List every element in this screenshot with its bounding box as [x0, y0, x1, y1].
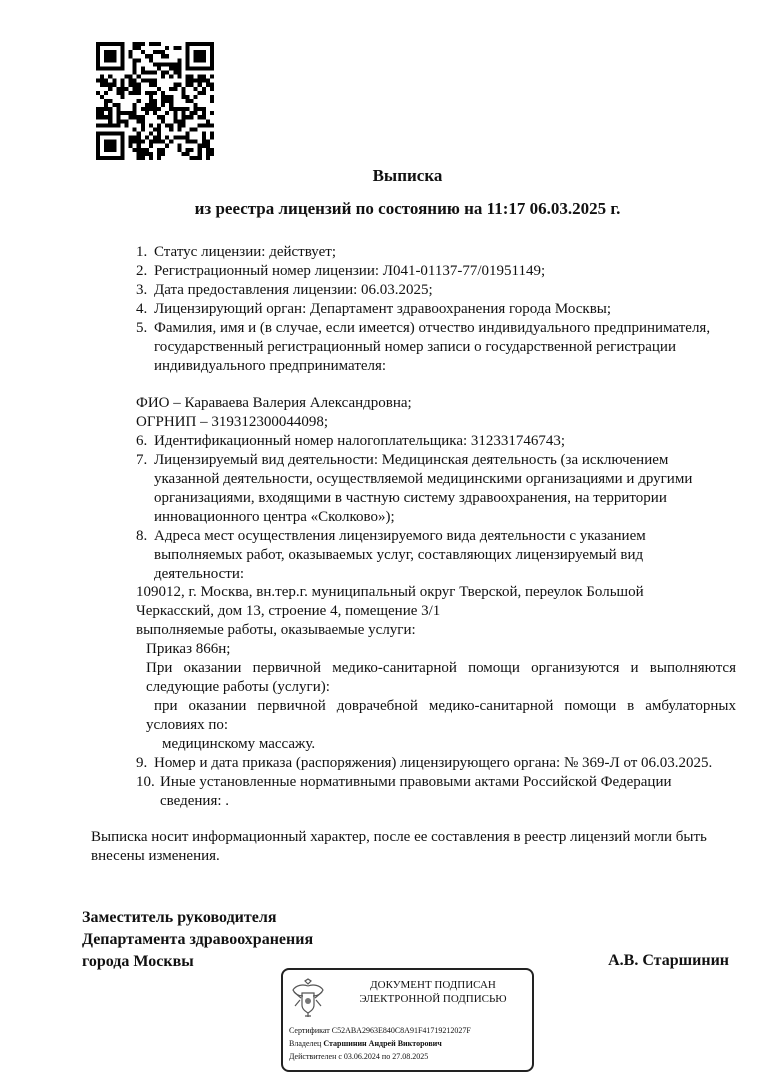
- e-signature-stamp: [281, 968, 534, 1072]
- document-subtitle: из реестра лицензий по состоянию на 11:17 06.03.2025 г.: [194, 199, 621, 218]
- signatory-name: А.В. Старшинин: [608, 952, 729, 969]
- list-item-order: 9. Номер и дата приказа (распоряжения) лицензирующего органа: № 369-Л от 06.03.2025.: [136, 755, 713, 771]
- qr-code-icon: [96, 42, 214, 160]
- list-item-status: 1. Статус лицензии: действует;: [136, 244, 336, 260]
- list-item-other-info: 10. Иные установленные нормативными правовыми актами Российской Федерации сведения: .: [136, 774, 672, 809]
- list-item-entrepreneur: 5. Фамилия, имя и (в случае, если имеется) отчество индивидуального предпринимателя, государственный регистрационный номер записи о государственной регистрации индивидуального предпринимателя:: [136, 320, 711, 374]
- list-item-licensing-body: 4. Лицензирующий орган: Департамент здравоохранения города Москвы;: [136, 301, 612, 317]
- list-item-activity: 7. Лицензируемый вид деятельности: Медицинская деятельность (за исключением указанной деятельности, осуществляемой медицинскими организациями и другими организациями, входящими в частную систему здравоохранения, на территории инновационного центра «Сколково»);: [136, 452, 693, 525]
- ogrnip-text: ОГРНИП – 319312300044098;: [136, 414, 329, 430]
- fio-text: ФИО – Караваева Валерия Александровна;: [136, 395, 412, 411]
- primary-care-text: При оказании первичной медико-санитарной помощи организуются и выполняются: [146, 660, 736, 676]
- massage-text: медицинскому массажу.: [162, 736, 316, 752]
- prehospital-care-text: при оказании первичной доврачебной медико-санитарной помощи в амбулаторных: [154, 698, 736, 714]
- stamp-details: [289, 1024, 531, 1063]
- order-text: Приказ 866н;: [146, 641, 231, 657]
- disclaimer-note: Выписка носит информационный характер, после ее составления в реестр лицензий могли быть внесены изменения.: [91, 829, 707, 864]
- signatory-position: Заместитель руководителя Департамента здравоохранения города Москвы: [82, 909, 314, 970]
- list-item-inn: 6. Идентификационный номер налогоплательщика: 312331746743;: [136, 433, 566, 449]
- list-item-reg-number: 2. Регистрационный номер лицензии: Л041-01137-77/01951149;: [136, 263, 546, 279]
- coat-of-arms-icon: [291, 978, 325, 1018]
- address-section: [136, 583, 736, 811]
- address-line: Черкасский, дом 13, строение 4, помещение 3/1: [136, 603, 441, 619]
- list-item-issue-date: 3. Дата предоставления лицензии: 06.03.2025;: [136, 282, 433, 298]
- stamp-title: ДОКУМЕНТ ПОДПИСАН ЭЛЕКТРОННОЙ ПОДПИСЬЮ: [359, 979, 507, 1005]
- certificate-line: Сертификат C52ABA2963E840C8A91F41719212027F: [289, 1026, 471, 1035]
- document-title: Выписка: [372, 166, 443, 185]
- works-label: выполняемые работы, оказываемые услуги:: [136, 622, 416, 638]
- address-line: 109012, г. Москва, вн.тер.г. муниципальный округ Тверской, переулок Большой: [136, 584, 644, 600]
- validity-line: Действителен с 03.06.2024 по 27.08.2025: [289, 1052, 429, 1061]
- prehospital-care-text: условиях по:: [146, 717, 229, 733]
- license-details-list: [136, 243, 736, 584]
- owner-line: Владелец Старшинин Андрей Викторович: [289, 1039, 442, 1048]
- list-item-addresses: 8. Адреса мест осуществления лицензируемого вида деятельности с указанием выполняемых работ, оказываемых услуг, составляющих лицензируемый вид деятельности:: [136, 528, 646, 582]
- primary-care-text: следующие работы (услуги):: [146, 679, 330, 695]
